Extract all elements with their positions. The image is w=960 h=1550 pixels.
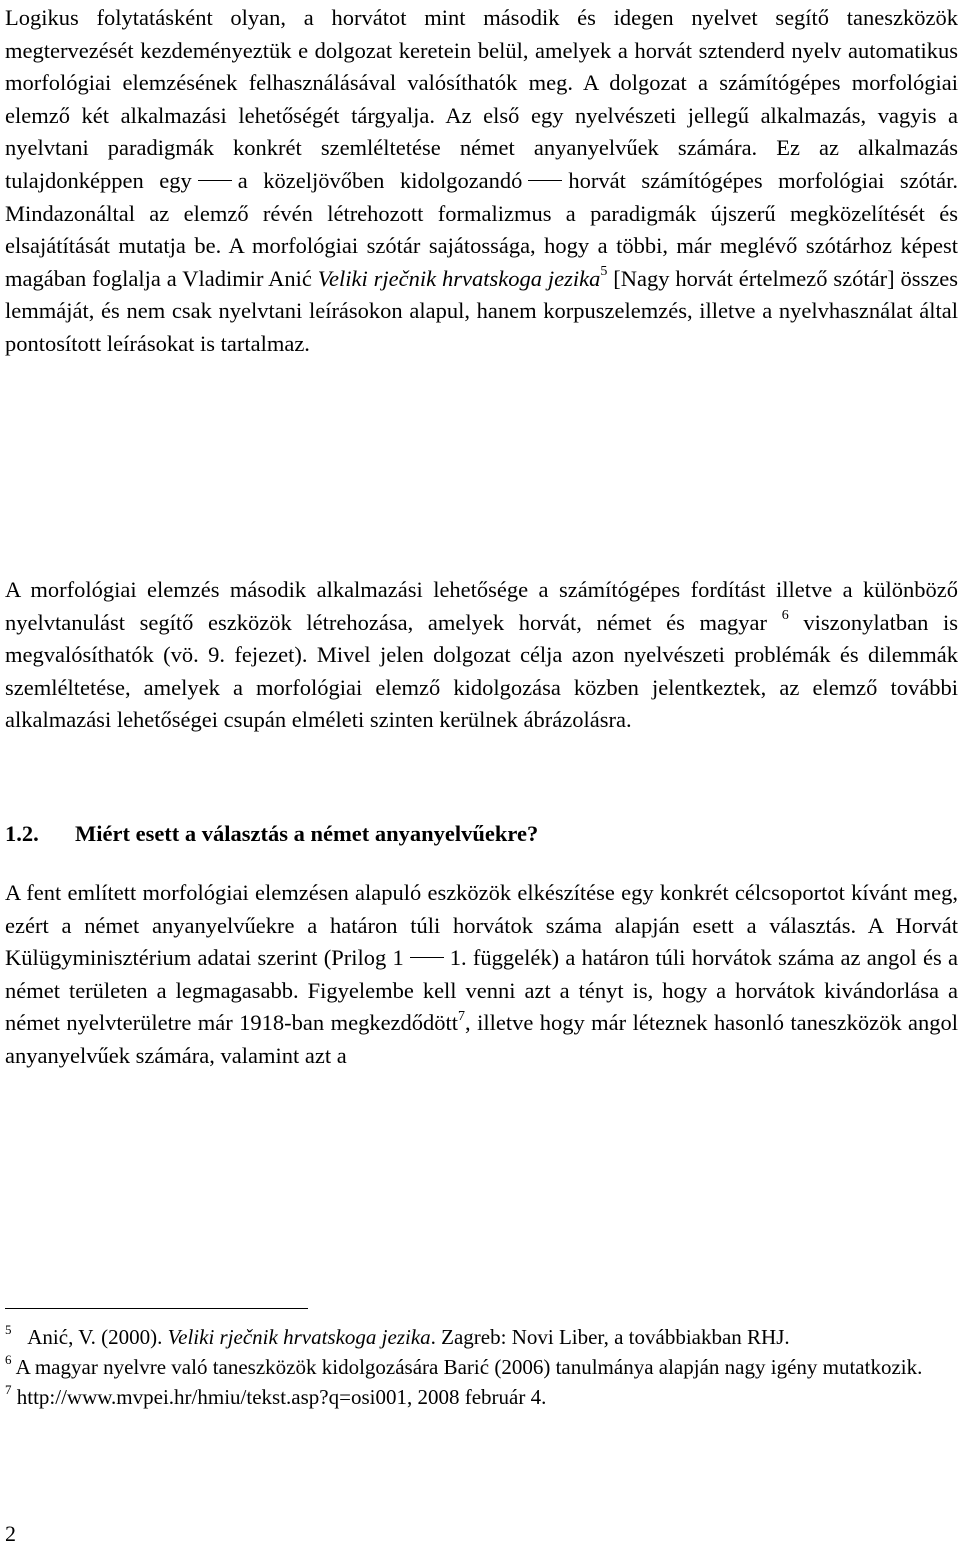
paragraph-intro: Logikus folytatásként olyan, a horvátot mint második és idegen nyelvet segítő taneszközök megtervezését kezdeményeztük e dolgozat keretein belül, amelyek a horvát sztenderd nyelv automatikus morfológiai elemzésének felhasználásával valósíthatók meg. A dolgozat a számítógépes morfológiai elemző két alkalmazási lehetőségét tárgyalja. Az első egy nyelvészeti jellegű alkalmazás, vagyis a nyelvtani paradigmák konkrét szemléltetése német anyanyelvűek számára. Ez az alkalmazás tulajdonképpen egy a közeljövőben kidolgozandó horvát számítógépes morfológiai szótár. Mindazonáltal az elemző révén létrehozott formalizmus a paradigmák újszerű megközelítését és elsajátítását mutatja be. A morfológiai szótár sajátossága, hogy a többi, már meglévő szótárhoz képest magában foglalja a Vladimir Anić Veliki rječnik hrvatskoga jezika$^5$ [Nagy horvát értelmező szótár] összes lemmáját, és nem csak nyelvtani leírásokon alapul, hanem korpuszelemzés, illetve a nyelvhasználat által pontosított leírásokat is tartalmaz. (5, 5, 959, 356)
page-number: 2 (5, 1521, 16, 1546)
em-dash (198, 179, 232, 181)
footnote-link[interactable]: http://www.mvpei.hr/hmiu/tekst.asp?q=osi001, 2008 február 4. (16, 1385, 547, 1409)
footnote-ref-7[interactable]: 7 (458, 1008, 466, 1024)
footnote-5: $^5$ Anić, V. (2000). Veliki rječnik hrvatskoga jezika. Zagreb: Novi Liber, a továbbiakban RHJ. (5, 1322, 790, 1349)
section-heading (5, 818, 538, 850)
footnote-separator (5, 1308, 308, 1309)
paragraph-target-group: A fent említett morfológiai elemzésen alapuló eszközök elkészítése egy konkrét célcsoportot kívánt meg, ezért a német anyanyelvűekre a határon túli horvátok száma alapján esett a választás. A Horvát Külügyminisztérium adatai szerint (Prilog 1 1. függelék) a határon túli horvátok száma az angol és a német területen a legmagasabb. Figyelembe kell venni azt a tényt is, hogy a horvátok kivándorlása a német nyelvterületre már 1918-ban megkezdődött$^7$, illetve hogy már léteznek hasonló taneszközök angol anyanyelvűek számára, valamint azt a (5, 880, 958, 1068)
section-number: 1.2. (5, 821, 39, 846)
paragraph-second-application: A morfológiai elemzés második alkalmazási lehetősége a számítógépes fordítást illetve a különböző nyelvtanulást segítő eszközök létrehozása, amelyek horvát, német és magyar $^6$ viszonylatban is megvalósíthatók (vö. 9. fejezet). Mivel jelen dolgozat célja azon nyelvészeti problémák és dilemmák szemléltetése, amelyek a morfológiai elemző kidolgozása közben jelentkeztek, az elemző további alkalmazási lehetőségei csupán elméleti szinten kerülnek ábrázolásra. (5, 577, 959, 733)
footnote-ref-6[interactable]: 6 (781, 608, 789, 624)
section-title: Miért esett a választás a német anyanyelvűekre? (75, 821, 539, 846)
footnotes (5, 1322, 958, 1412)
footnote-7: $^7$ http://www.mvpei.hr/hmiu/tekst.asp?q=osi001, 2008 február 4. (5, 1382, 547, 1409)
footnote-ref-5[interactable]: 5 (600, 264, 608, 280)
dictionary-title: Veliki rječnik hrvatskoga jezika (317, 265, 601, 291)
em-dash (528, 179, 562, 181)
em-dash (410, 956, 444, 958)
footnote-6: $^6$ A magyar nyelvre való taneszközök kidolgozására Barić (2006) tanulmánya alapján nagy igény mutatkozik. (5, 1352, 923, 1379)
